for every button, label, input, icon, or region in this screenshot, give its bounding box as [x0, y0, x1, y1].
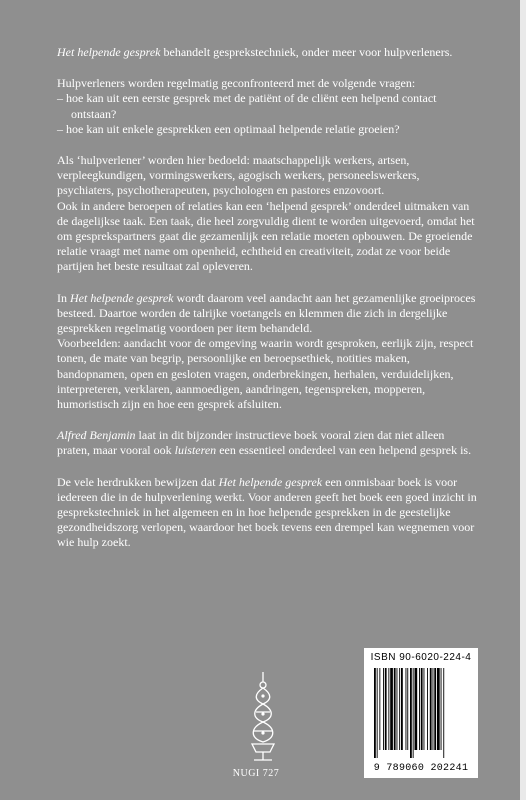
paragraph-author: Alfred Benjamin laat in dit bijzonder instructieve boek vooral zien dat niet alleen praten, maar vooral ook luisteren een essentieel onderdeel van een helpend gesprek is. — [57, 428, 472, 458]
question-2: – hoe kan uit enkele gesprekken een optimaal helpende relatie groeien? — [57, 121, 400, 136]
questions-intro: Hulpverleners worden regelmatig geconfronteerd met de volgende vragen: — [57, 76, 416, 91]
blurb-text — [57, 45, 477, 551]
examples-text: Voorbeelden: aandacht voor de omgeving waarin wordt gesproken, eerlijk zijn, respect tonen, de mate van begrip, persoonlijke en beroepsethiek, notities maken, bandopnamen, open en gesloten vragen, onderbrekingen, herhalen, verduidelijken, interpreteren, verklaren, aanmoedigen, aandringen, tegenspreken, mopperen, humoristisch zijn en hoe een gesprek afsluiten. — [57, 336, 474, 412]
relation-text: Ook in andere beroepen of relaties kan een ‘helpend gesprek’ onderdeel uitmaken van de dagelijkse taak. Een taak, die heel zorgvuldig dient te worden uitgevoerd, omdat het om gesprekspartners gaat die gezamenlijk een relatie moeten opbouwen. De groeiende relatie vraagt met name om openheid, echtheid en creativiteit, zodat ze voor beide partijen het beste resultaat zal opleveren. — [57, 198, 475, 274]
intro-text: behandelt gesprekstechniek, onder meer voor hulpverleners. — [160, 45, 453, 59]
isbn-label: ISBN 90-6020-224-4 — [370, 652, 472, 663]
isbn-barcode-box — [364, 648, 478, 778]
paragraph-content — [57, 291, 477, 413]
author-name: Alfred Benjamin — [57, 428, 136, 443]
book-title: Het helpende gesprek — [57, 45, 161, 59]
nugi-code: NUGI 727 — [232, 768, 280, 779]
paragraph-intro — [57, 45, 477, 60]
emphasis-listen: luisteren — [174, 443, 217, 458]
paragraph-questions — [57, 76, 477, 137]
audience-text: Als ‘hulpverlener’ worden hier bedoeld: maatschappelijk werkers, artsen, verpleegkundigen, vormingswerkers, agogisch werkers, personeelswerkers, psychiaters, psychotherapeuten, psychologen en pastores enzovoort. — [57, 153, 420, 198]
barcode-icon — [372, 668, 470, 758]
publisher-emblem-icon — [244, 668, 282, 769]
book-title: Het helpende gesprek — [70, 290, 174, 305]
book-title: Het helpende gesprek — [218, 474, 323, 489]
paragraph-reprints: De vele herdrukken bewijzen dat Het helpende gesprek een onmisbaar boek is voor iedereen die in de hulpverlening werkt. Voor anderen geeft het boek een goed inzicht in gesprekstechniek in het algemeen en in hoe helpende gesprekken in de geestelijke gezondheidszorg verlopen, waardoor het boek tevens een drempel kan wegnemen voor wie hulp zoekt. — [57, 474, 477, 550]
paragraph-audience — [57, 153, 477, 275]
question-1: – hoe kan uit een eerste gesprek met de patiënt of de cliënt een helpend contact ontstaan? — [57, 91, 437, 121]
barcode-digits: 9 789060 202241 — [373, 763, 469, 774]
content-text: In Het helpende gesprek wordt daarom veel aandacht aan het gezamenlijke groeiproces besteed. Daartoe worden de talrijke voetangels en klemmen die zich in dergelijke gesprekken regelmatig voordoen per item behandeld. — [57, 290, 476, 336]
